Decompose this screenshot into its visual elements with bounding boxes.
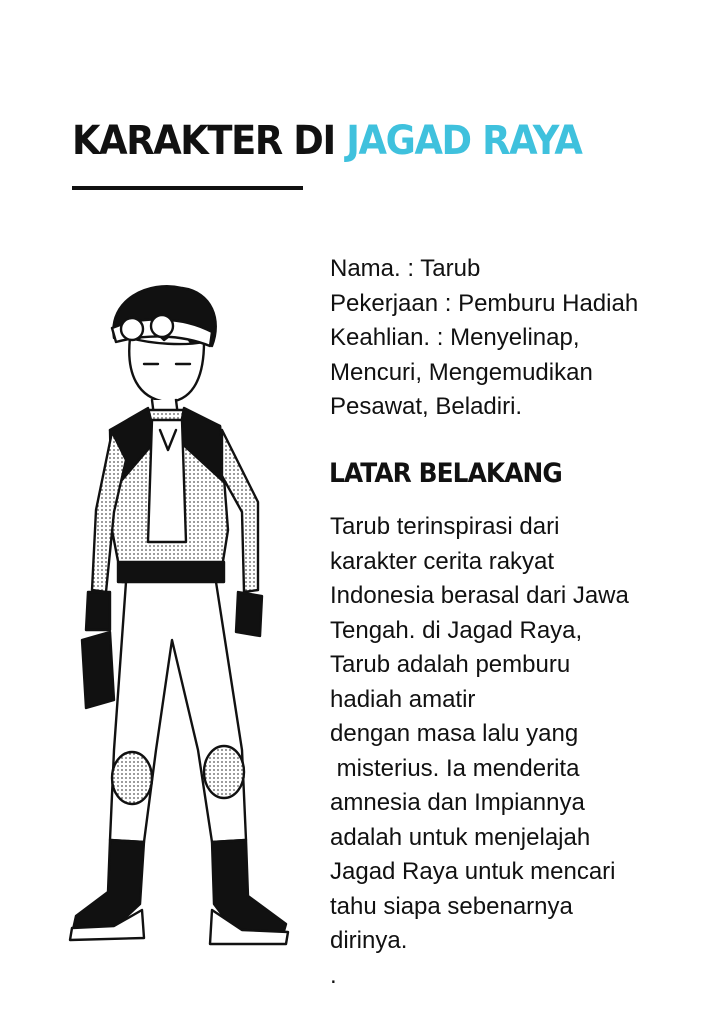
profile-info (330, 252, 715, 425)
background-line: Tarub adalah pemburu (330, 651, 571, 678)
background-line: tahu siapa sebenarnya (330, 892, 573, 920)
background-line: karakter cerita rakyat (330, 547, 555, 575)
background-line: dirinya. (330, 927, 408, 954)
background-line: dengan masa lalu yang (330, 720, 579, 747)
background-line: Jagad Raya untuk mencari (330, 858, 616, 885)
background-line: misterius. Ia menderita (330, 754, 580, 782)
background-text (330, 510, 715, 993)
profile-line: Pekerjaan : Pemburu Hadiah (330, 289, 639, 317)
background-line: hadiah amatir (330, 685, 476, 713)
background-line: Tengah. di Jagad Raya, (330, 616, 583, 644)
title-part-1: KARAKTER DI (72, 118, 347, 164)
background-line: Indonesia berasal dari Jawa (330, 582, 629, 609)
title-underline (72, 186, 303, 190)
character-illustration-icon (52, 280, 312, 960)
profile-line: Pesawat, Beladiri. (330, 393, 523, 420)
background-line: adalah untuk menjelajah (330, 823, 591, 851)
title-part-2: JAGAD RAYA (346, 118, 582, 164)
background-line: amnesia dan Impiannya (330, 789, 585, 816)
background-heading: LATAR BELAKANG (329, 458, 562, 489)
profile-line: Mencuri, Mengemudikan (330, 358, 593, 386)
background-line: Tarub terinspirasi dari (330, 513, 560, 540)
page-title (72, 118, 582, 164)
profile-line: Nama. : Tarub (330, 255, 481, 282)
background-line: . (330, 961, 337, 989)
profile-line: Keahlian. : Menyelinap, (330, 324, 580, 351)
